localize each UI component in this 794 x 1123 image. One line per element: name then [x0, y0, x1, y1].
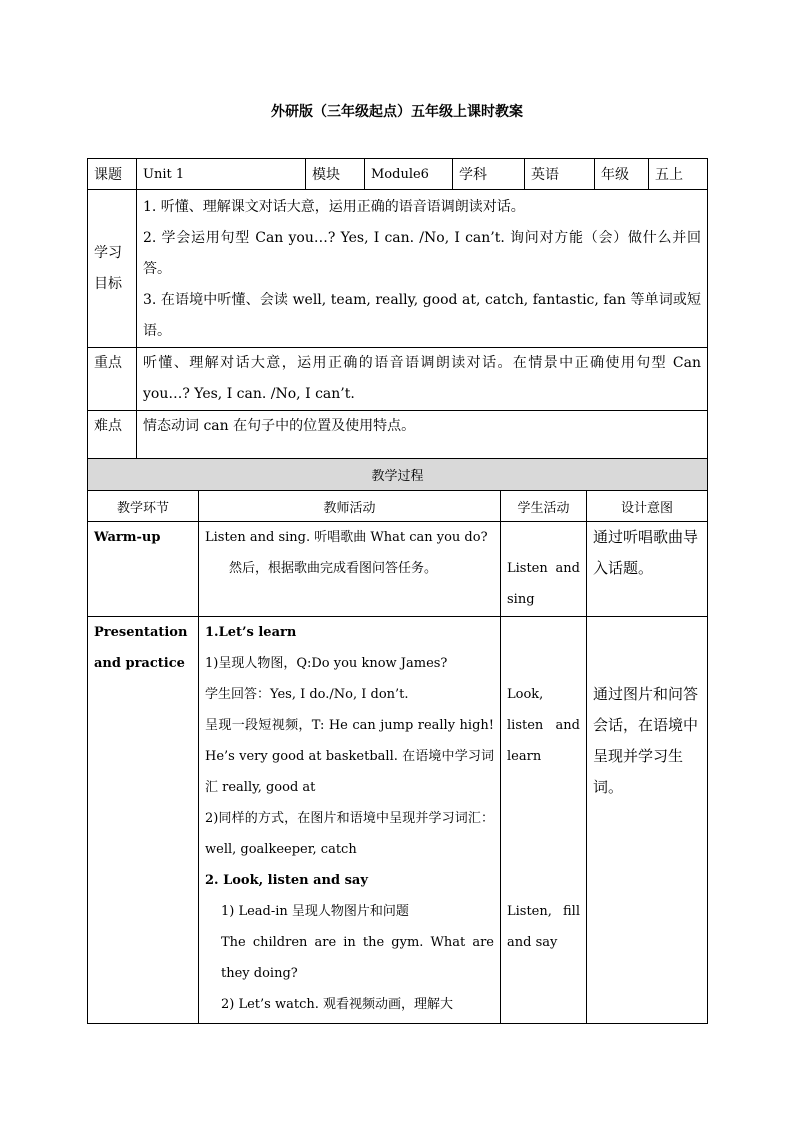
section-lets-learn: 1.Let’s learn	[205, 625, 297, 640]
presentation-teacher	[199, 617, 501, 1024]
student-listen-fill-say: Listen, fill and say	[507, 904, 580, 950]
goals-content	[137, 190, 708, 348]
subject-value: 英语	[525, 159, 595, 190]
module-value: Module6	[365, 159, 453, 190]
warmup-student	[501, 522, 587, 617]
warmup-student-text: Listen and sing	[507, 561, 580, 607]
goals-label-line-1: 学习	[94, 244, 122, 261]
header-teacher: 教师活动	[199, 491, 501, 522]
header-intent: 设计意图	[587, 491, 708, 522]
goals-label-line-2: 目标	[94, 275, 122, 292]
warmup-teacher	[199, 522, 501, 617]
difficulty-label: 难点	[88, 411, 137, 459]
presentation-stage-line-1: Presentation	[94, 625, 188, 640]
grade-label: 年级	[595, 159, 649, 190]
teacher-line-7: 2) Let’s watch. 观看视频动画，理解大	[221, 997, 453, 1012]
section-look-listen-say: 2. Look, listen and say	[205, 873, 368, 888]
goal-item-2: 2. 学会运用句型 Can you…? Yes, I can. /No, I can’t. 询问对方能（会）做什么并回答。	[143, 230, 701, 277]
goal-item-3: 3. 在语境中听懂、会读 well, team, really, good at, catch, fantastic, fan 等单词或短语。	[143, 292, 701, 339]
keypoint-text: 听懂、理解对话大意，运用正确的语音语调朗读对话。在情景中正确使用句型 Can you…? Yes, I can. /No, I can’t.	[137, 348, 708, 411]
topic-label: 课题	[88, 159, 137, 190]
warmup-intent: 通过听唱歌曲导入话题。	[587, 522, 708, 617]
presentation-student	[501, 617, 587, 1024]
teacher-line-2: 学生回答：Yes, I do./No, I don’t.	[205, 687, 409, 702]
subject-label: 学科	[453, 159, 525, 190]
lesson-info-table	[87, 158, 708, 459]
warmup-row	[88, 522, 708, 617]
keypoint-label: 重点	[88, 348, 137, 411]
student-look-listen-learn: Look, listen and learn	[507, 687, 580, 764]
module-label: 模块	[306, 159, 365, 190]
teacher-line-1: 1)呈现人物图，Q:Do you know James?	[205, 656, 448, 671]
header-student: 学生活动	[501, 491, 587, 522]
warmup-teacher-line-2: 然后，根据歌曲完成看图问答任务。	[229, 561, 438, 576]
difficulty-row	[88, 411, 708, 459]
process-table	[87, 458, 708, 1024]
goal-item-1: 1. 听懂、理解课文对话大意，运用正确的语音语调朗读对话。	[143, 199, 525, 215]
goals-row	[88, 190, 708, 348]
presentation-intent	[587, 617, 708, 1024]
teacher-line-4: 2)同样的方式，在图片和语境中呈现并学习词汇：well, goalkeeper, catch	[205, 811, 494, 857]
document-title: 外研版（三年级起点）五年级上课时教案	[271, 104, 523, 120]
warmup-stage: Warm-up	[88, 522, 199, 617]
presentation-stage	[88, 617, 199, 1024]
teacher-line-6: The children are in the gym. What are they doing?	[221, 935, 494, 981]
presentation-row	[88, 617, 708, 1024]
goals-label	[88, 190, 137, 348]
process-banner: 教学过程	[88, 459, 708, 491]
teacher-line-5: 1) Lead-in 呈现人物图片和问题	[221, 904, 409, 919]
topic-value: Unit 1	[137, 159, 306, 190]
presentation-intent-text: 通过图片和问答会话，在语境中呈现并学习生词。	[593, 685, 699, 796]
warmup-teacher-line-1: Listen and sing. 听唱歌曲 What can you do?	[205, 530, 488, 545]
header-stage: 教学环节	[88, 491, 199, 522]
presentation-stage-line-2: and practice	[94, 656, 185, 671]
info-row	[88, 159, 708, 190]
header-row	[88, 491, 708, 522]
teacher-line-3: 呈现一段短视频，T: He can jump really high! He’s very good at basketball. 在语境中学习词汇 really, good at	[205, 718, 494, 795]
keypoint-row	[88, 348, 708, 411]
banner-row	[88, 459, 708, 491]
difficulty-text: 情态动词 can 在句子中的位置及使用特点。	[137, 411, 708, 459]
grade-value: 五上	[649, 159, 708, 190]
